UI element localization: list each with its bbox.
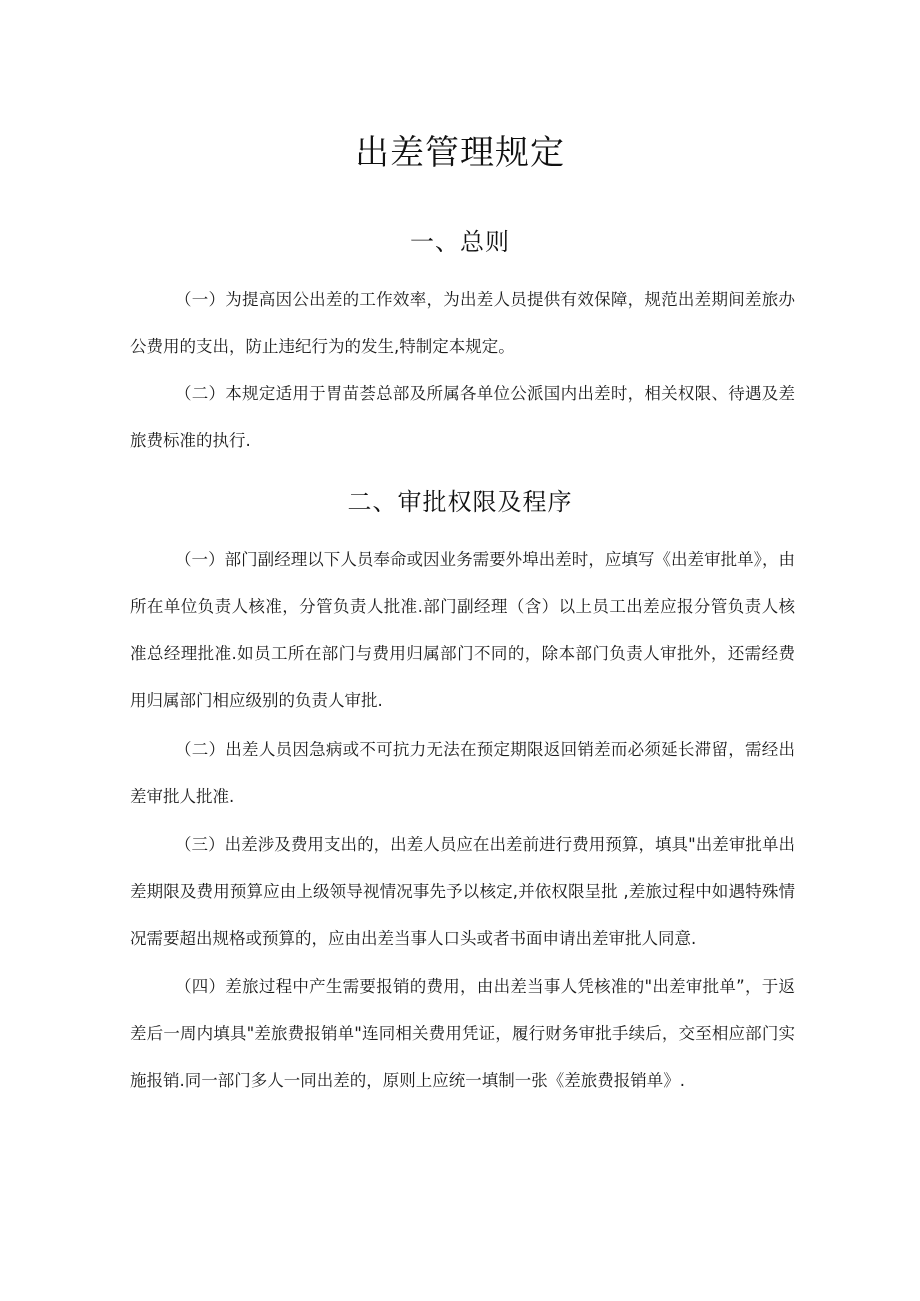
paragraph-general-2: （二）本规定适用于胃苗荟总部及所属各单位公派国内出差时，相关权限、待遇及差旅费标准的执行.	[130, 384, 795, 450]
paragraph-approval-1: （一）部门副经理以下人员奉命或因业务需要外埠出差时，应填写《出差审批单》，由所在单位负责人核准，分管负责人批准.部门副经理（含）以上员工出差应报分管负责人核准总经理批准.如员工所在部门与费用归属部门不同的，除本部门负责人审批外，还需经费用归属部门相应级别的负责人审批.	[130, 550, 795, 710]
document-title: 出差管理规定	[355, 133, 565, 173]
paragraph-approval-4: （四）差旅过程中产生需要报销的费用，由出差当事人凭核准的"出差审批单”，于返差后一周内填具"差旅费报销单"连同相关费用凭证，履行财务审批手续后，交至相应部门实施报销.同一部门多人一同出差的，原则上应统一填制一张《差旅费报销单》.	[130, 977, 795, 1090]
paragraph-general-1: （一）为提高因公出差的工作效率，为出差人员提供有效保障，规范出差期间差旅办公费用的支出，防止违纪行为的发生,特制定本规定。	[130, 290, 795, 356]
paragraph-approval-3: （三）出差涉及费用支出的，出差人员应在出差前进行费用预算，填具"出差审批单出差期限及费用预算应由上级领导视情况事先予以核定,并依权限呈批 ,差旅过程中如遇特殊情况需要超出规格或预算的，应由出差当事人口头或者书面申请出差审批人同意.	[130, 835, 795, 948]
paragraph-approval-2: （二）出差人员因急病或不可抗力无法在预定期限返回销差而必须延长滞留，需经出差审批人批准.	[130, 740, 795, 806]
section-heading-general: 一、总则	[410, 228, 510, 256]
section-heading-approval: 二、审批权限及程序	[347, 488, 573, 516]
